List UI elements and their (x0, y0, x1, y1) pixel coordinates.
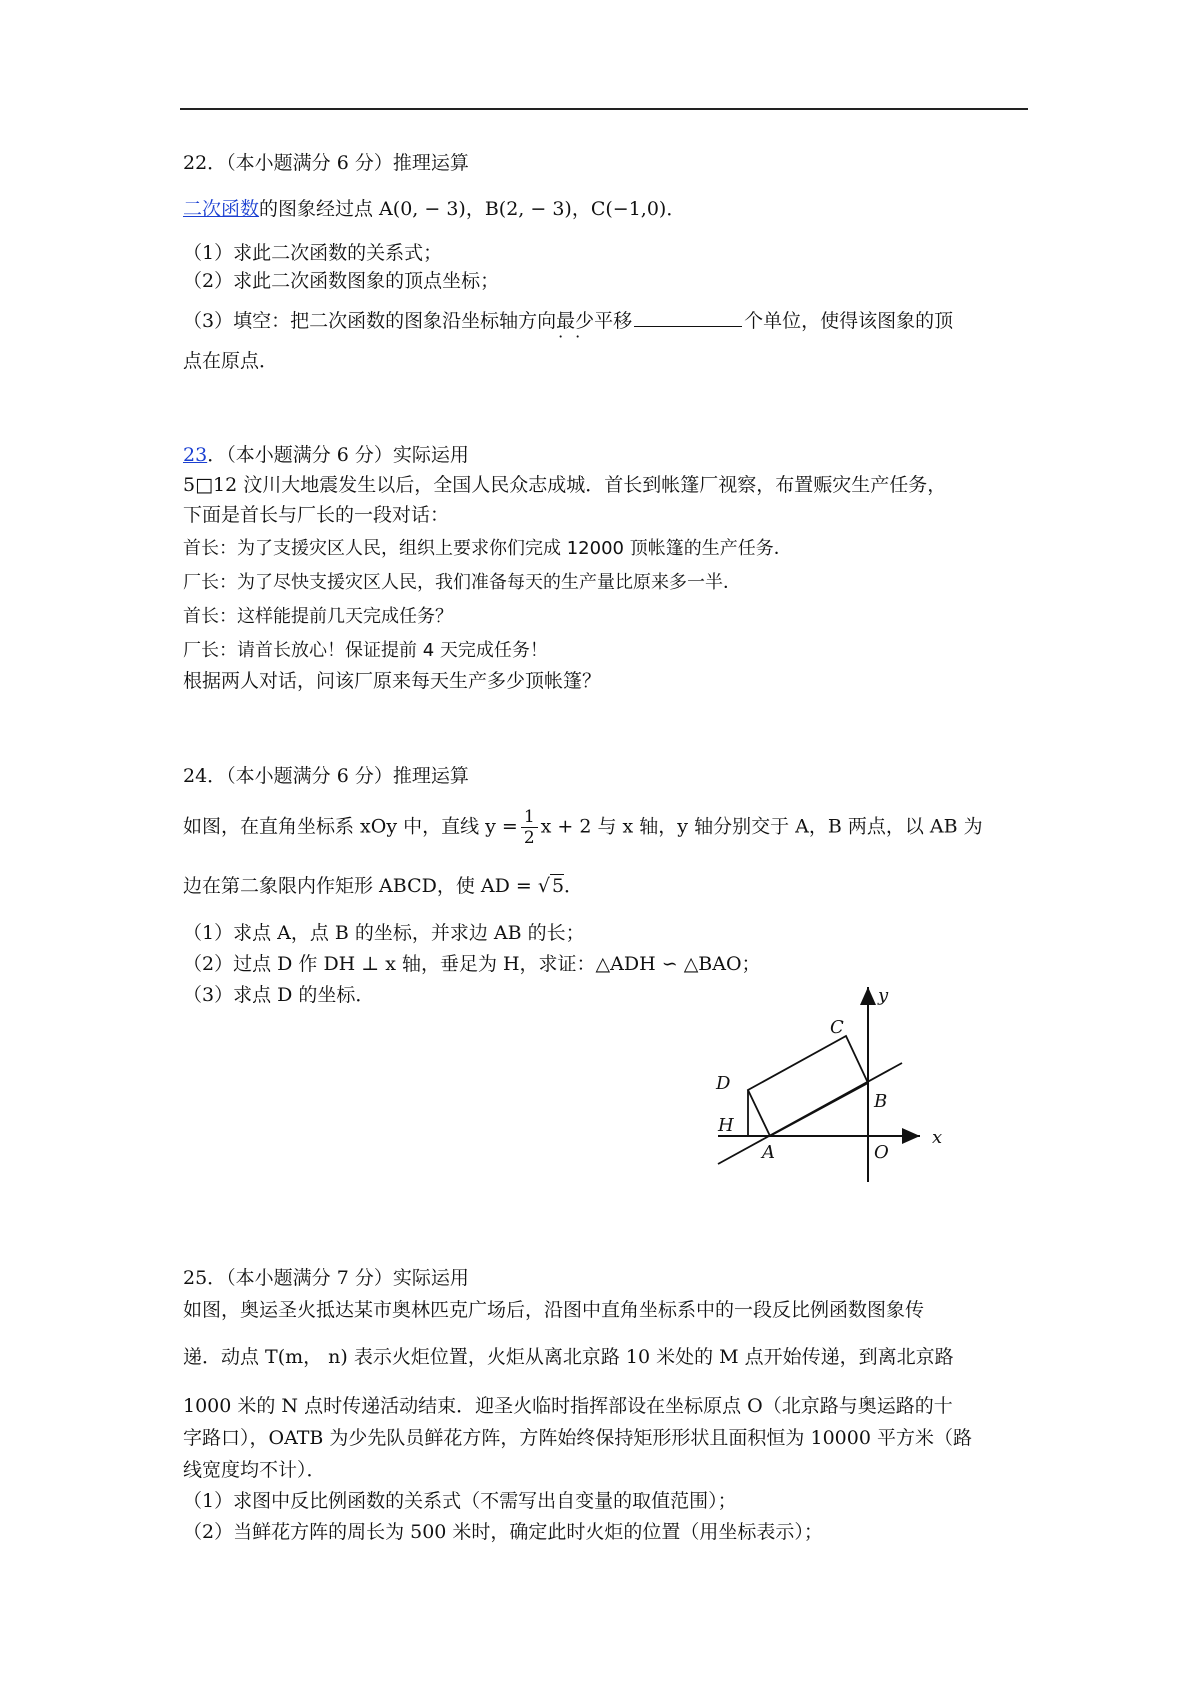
q24-part1: （1）求点 A，点 B 的坐标，并求边 AB 的长； (183, 922, 585, 944)
rectangle-abcd (748, 1036, 868, 1136)
q23-dialog-line: 首长：这样能提前几天完成任务？ (183, 606, 453, 627)
q24-stem-d: ． (564, 875, 584, 897)
label-a: A (762, 1142, 775, 1163)
q22-part3-b: 平移 (594, 310, 633, 332)
q22-part3-cont: 点在原点． (183, 350, 279, 372)
q24-stem (183, 807, 983, 848)
q24-stem-a: 如图，在直角坐标系 xOy 中，直线 y = (183, 815, 518, 838)
q24-heading: 24．（本小题满分 6 分）推理运算 (183, 765, 469, 787)
q22-stem (183, 196, 685, 222)
q24-stem-c: 边在第二象限内作矩形 ABCD，使 AD = √ (183, 875, 550, 897)
q22-part3-a: （3）填空：把二次函数的图象沿坐标轴方向 (183, 310, 557, 332)
q23-number-link[interactable]: 23 (183, 444, 208, 466)
header-rule (180, 108, 1028, 110)
q23-dialog-line: 厂长：为了尽快支援灾区人民，我们准备每天的生产量比原来多一半． (183, 572, 741, 593)
q23-intro-2: 下面是首长与厂长的一段对话： (183, 504, 450, 526)
q25-line-3: 1000 米的 N 点时传递活动结束．迎圣火临时指挥部设在坐标原点 O（北京路与奥运路的十 (183, 1395, 953, 1417)
q23-intro-1: 5□12 汶川大地震发生以后，全国人民众志成城．首长到帐篷厂视察，布置赈灾生产任务， (183, 474, 947, 496)
q25-part2: （2）当鲜花方阵的周长为 500 米时，确定此时火炬的位置（用坐标表示）； (183, 1521, 823, 1543)
q22-answer-blank[interactable] (634, 308, 742, 327)
label-c: C (830, 1017, 844, 1038)
q25-line-1: 如图，奥运圣火抵达某市奥林匹克广场后，沿图中直角坐标系中的一段反比例函数图象传 (183, 1299, 925, 1321)
q22-part3-emphasis: 最少 · · (556, 310, 594, 332)
q23-question: 根据两人对话，问该厂原来每天生产多少顶帐篷？ (183, 670, 602, 692)
q23-heading (183, 442, 469, 468)
q23-dialog-line: 首长：为了支援灾区人民，组织上要求你们完成 12000 顶帐篷的生产任务． (183, 538, 792, 559)
q25-heading: 25．（本小题满分 7 分）实际运用 (183, 1267, 469, 1289)
q24-coordinate-figure (700, 975, 970, 1195)
label-o: O (874, 1142, 889, 1163)
q24-stem-b: x + 2 与 x 轴，y 轴分别交于 A，B 两点，以 AB 为 (540, 815, 983, 838)
q25-part1: （1）求图中反比例函数的关系式（不需写出自变量的取值范围）； (183, 1490, 737, 1512)
q25-line-2: 递．动点 T(m， n) 表示火炬位置，火炬从离北京路 10 米处的 M 点开始传递，到离北京路 (183, 1346, 954, 1368)
q25-line-4: 字路口），OATB 为少先队员鲜花方阵，方阵始终保持矩形形状且面积恒为 10000 平方米（路 (183, 1427, 972, 1449)
fraction-denominator: 2 (523, 828, 535, 848)
sqrt-radicand: 5 (551, 875, 565, 897)
q22-part2: （2）求此二次函数图象的顶点坐标； (183, 270, 500, 292)
q24-fraction (521, 807, 538, 848)
label-y: y (878, 985, 889, 1006)
q22-part3 (183, 308, 953, 334)
q25-line-5: 线宽度均不计）． (183, 1459, 326, 1481)
q24-part3: （3）求点 D 的坐标． (183, 984, 375, 1006)
q22-part1: （1）求此二次函数的关系式； (183, 242, 443, 264)
label-d: D (716, 1073, 731, 1094)
fraction-numerator: 1 (521, 807, 538, 828)
q24-stem-cont (183, 873, 583, 899)
label-h: H (718, 1115, 734, 1136)
q22-heading: 22．（本小题满分 6 分）推理运算 (183, 152, 469, 174)
q23-dialog-line: 厂长：请首长放心！保证提前 4 天完成任务！ (183, 640, 548, 661)
label-b: B (874, 1091, 888, 1112)
q24-part2: （2）过点 D 作 DH ⊥ x 轴，垂足为 H，求证：△ADH ∽ △BAO； (183, 953, 761, 975)
label-x: x (932, 1127, 943, 1148)
q23-heading-text: ．（本小题满分 6 分）实际运用 (207, 444, 469, 466)
quadratic-function-link[interactable]: 二次函数 (183, 198, 260, 220)
q22-stem-text: 的图象经过点 A(0, − 3)，B(2, − 3)，C(−1,0)． (259, 198, 686, 220)
q22-part3-c: 个单位，使得该图象的顶 (744, 310, 954, 332)
